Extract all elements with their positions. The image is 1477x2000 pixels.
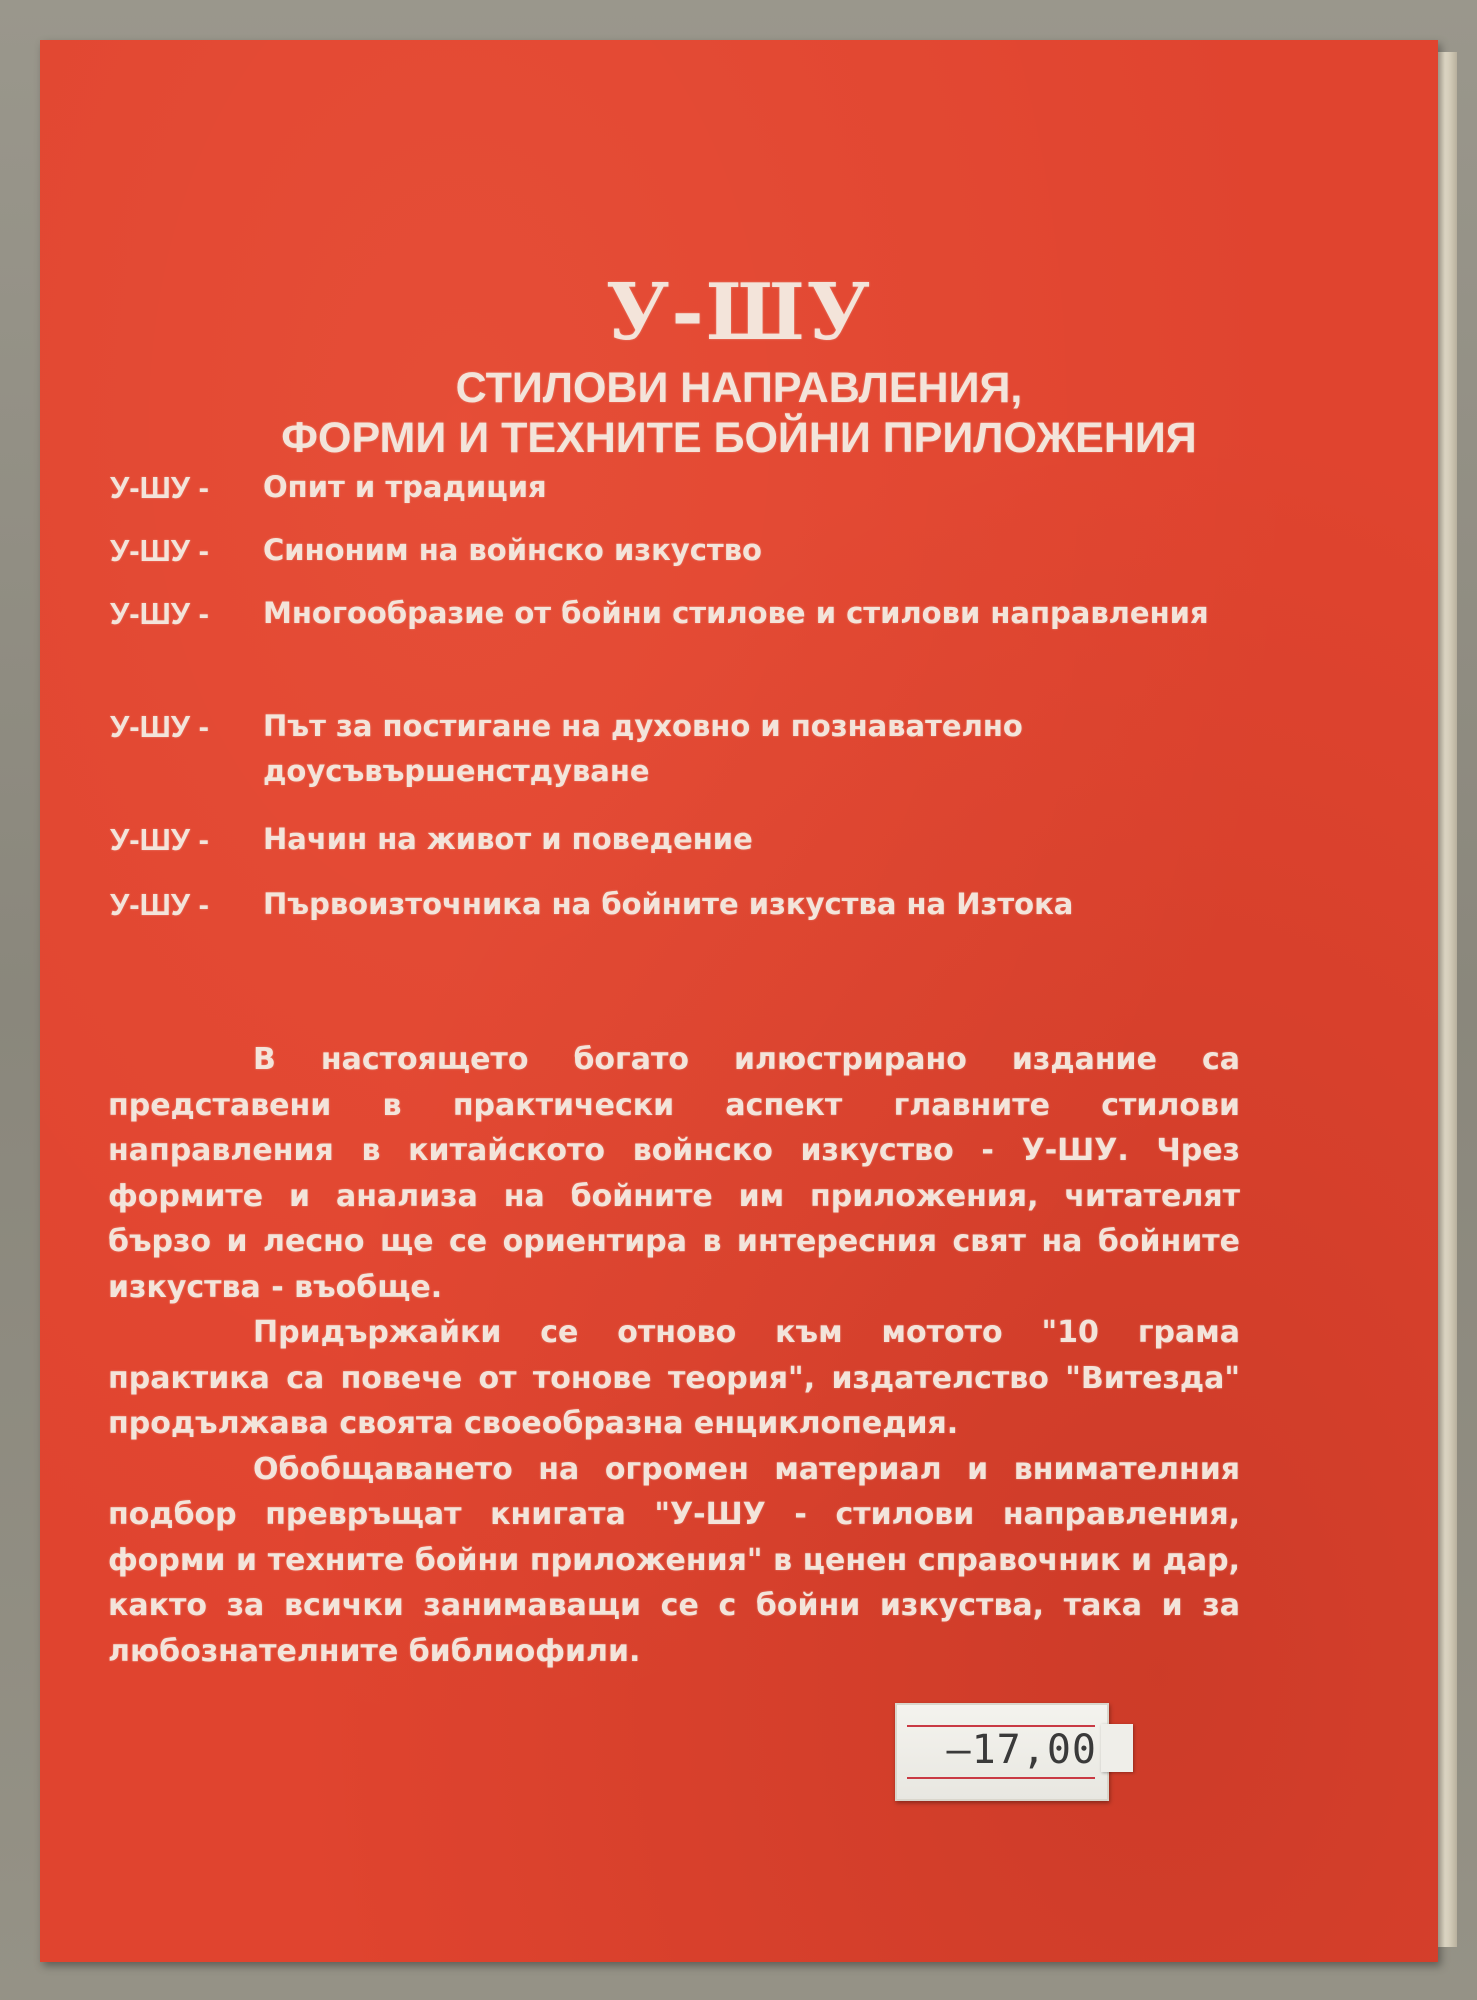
slogan-prefix: У-ШУ - — [110, 470, 209, 505]
description-paragraph: Обобщаването на огромен материал и внимателния подбор превръщат книгата "У-ШУ - стилови направления, форми и техните бойни приложения" в ценен справочник и дар, както за всички занимаващи се с бойни изкуства, така и за любознателните библиофили. — [108, 1451, 1240, 1669]
slogan-prefix: У-ШУ - — [110, 822, 209, 857]
slogan-prefix: У-ШУ - — [110, 596, 209, 631]
subtitle-line: СТИЛОВИ НАПРАВЛЕНИЯ, — [455, 364, 1023, 412]
slogan-item — [110, 465, 1240, 510]
slogan-prefix: У-ШУ - — [110, 533, 209, 568]
slogan-item — [110, 591, 1240, 636]
price-sticker — [895, 1703, 1109, 1801]
description-paragraph: Придържайки се отново към мотото "10 грама практика са повече от тонове теория", издателство "Витезда" продължава своята своеобразна енциклопедия. — [108, 1315, 1240, 1441]
slogan-item — [110, 882, 1240, 927]
book-back-cover — [40, 40, 1438, 1962]
slogan-text: Път за постигане на духовно и познавателно доусъвършенстдуване — [263, 709, 1023, 788]
slogan-text: Опит и традиция — [263, 470, 547, 504]
slogan-item — [110, 704, 1240, 794]
subtitle-line: ФОРМИ И ТЕХНИТЕ БОЙНИ ПРИЛОЖЕНИЯ — [281, 414, 1197, 462]
slogan-item — [110, 817, 1240, 862]
book-subtitle — [40, 363, 1438, 463]
slogan-text: Първоизточника на бойните изкуства на Изтока — [263, 887, 1074, 921]
book-page-edges — [1435, 52, 1457, 1947]
slogan-text: Многообразие от бойни стилове и стилови направления — [263, 596, 1209, 630]
slogan-prefix: У-ШУ - — [110, 709, 209, 744]
price-sticker-tab — [1101, 1724, 1133, 1772]
sticker-stripe — [907, 1777, 1095, 1779]
book-title: У-ШУ — [606, 267, 872, 358]
price-value: —17,00 — [946, 1727, 1097, 1773]
description-paragraph: В настоящето богато илюстрирано издание са представени в практически аспект главните стилови направления в китайското войнско изкуство - У-ШУ. Чрез формите и анализа на бойните им приложения, читателят бързо и лесно ще се ориентира в интересния свят на бойните изкуства - въобще. — [108, 1042, 1240, 1305]
slogan-text: Синоним на войнско изкуство — [263, 533, 762, 567]
slogan-text: Начин на живот и поведение — [263, 822, 753, 856]
description-text — [108, 1037, 1240, 1674]
slogan-item — [110, 528, 1240, 573]
slogan-prefix: У-ШУ - — [110, 887, 209, 922]
